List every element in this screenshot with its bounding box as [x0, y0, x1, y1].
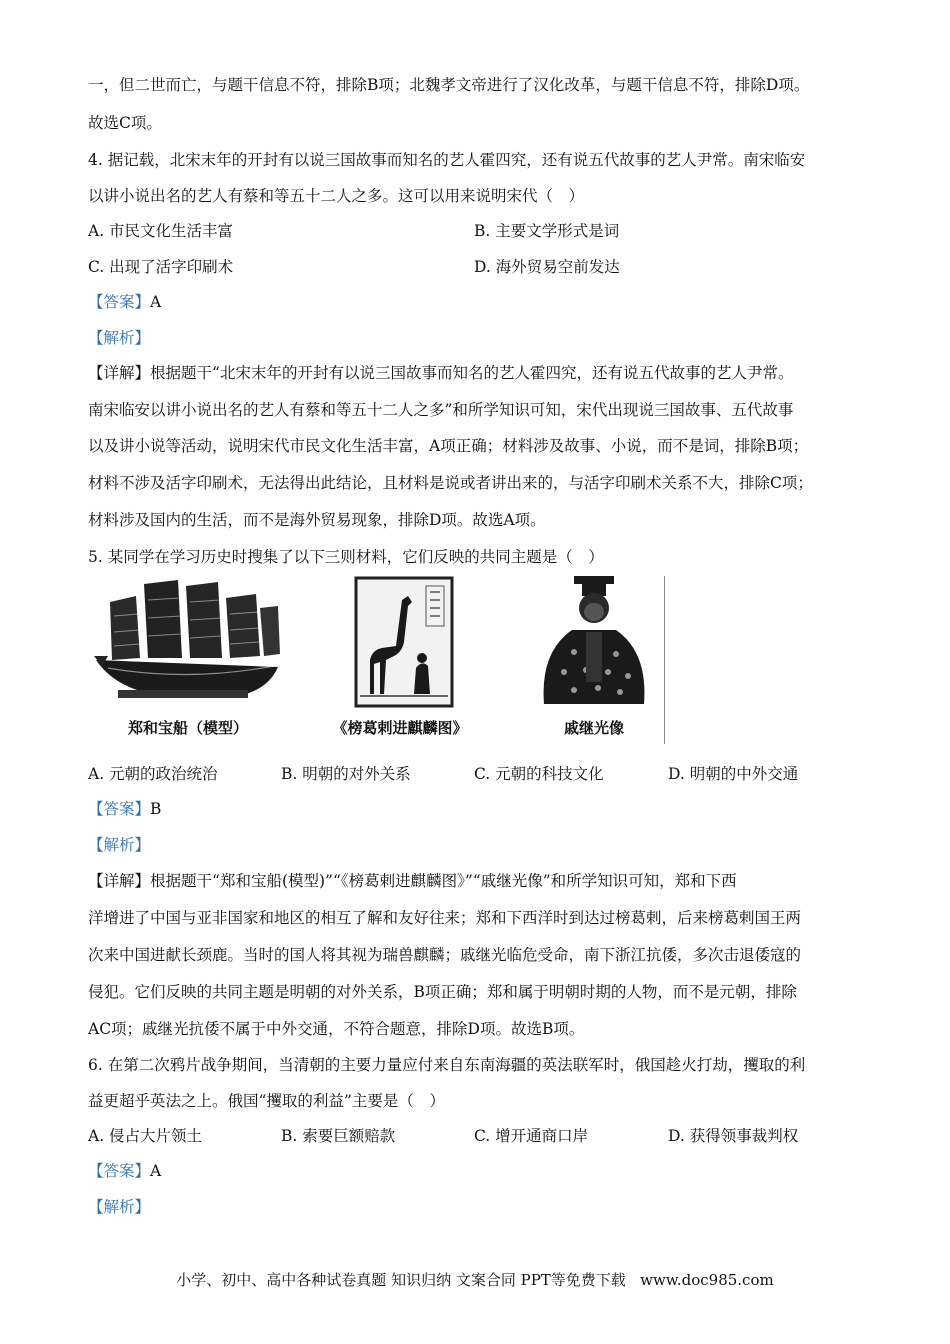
q5-figures — [88, 572, 688, 752]
footer-text: 小学、初中、高中各种试卷真题 知识归纳 文案合同 PPT等免费下载 — [176, 1271, 626, 1289]
answer-value: A — [150, 293, 162, 311]
giraffe-image — [316, 572, 484, 712]
q5-detail-line: 次来中国进献长颈鹿。当时的国人将其视为瑞兽麒麟；戚继光临危受命，南下浙江抗倭，多次击退倭寇的 — [88, 946, 802, 964]
detail-text: 根据题干“北宋末年的开封有以说三国故事而知名的艺人霍四究，还有说五代故事的艺人尹常。 — [150, 364, 794, 382]
q5-detail-line: 侵犯。它们反映的共同主题是明朝的对外关系，B项正确；郑和属于明朝时期的人物，而不是元朝，排除 — [88, 983, 797, 1001]
detail-text: 根据题干“郑和宝船(模型)”“《榜葛剌进麒麟图》”“戚继光像”和所学知识可知，郑和下西 — [150, 872, 737, 890]
figure-qi-jiguang-portrait — [524, 572, 664, 752]
q6-option-c: C. 增开通商口岸 — [474, 1127, 589, 1145]
figure-giraffe-painting — [316, 572, 484, 752]
page-footer — [0, 1268, 950, 1292]
figure-caption: 戚继光像 — [563, 719, 624, 737]
q6-option-d: D. 获得领事裁判权 — [668, 1127, 799, 1145]
q5-option-c: C. 元朝的科技文化 — [474, 765, 604, 783]
analysis-tag: 【解析】 — [88, 836, 151, 854]
q5-option-d: D. 明朝的中外交通 — [668, 765, 799, 783]
question-5-stem: 5. 某同学在学习历史时搜集了以下三则材料，它们反映的共同主题是（ ） — [88, 548, 604, 566]
q5-answer — [88, 797, 890, 821]
answer-value: A — [150, 1162, 162, 1180]
q4-option-b: B. 主要文学形式是词 — [474, 222, 620, 240]
analysis-tag: 【解析】 — [88, 1198, 151, 1216]
q5-option-b: B. 明朝的对外关系 — [281, 765, 411, 783]
q5-detail-line — [88, 869, 890, 893]
q4-option-c: C. 出现了活字印刷术 — [88, 258, 234, 276]
footer-link[interactable]: www.doc985.com — [640, 1271, 774, 1289]
answer-tag: 【答案】 — [88, 293, 151, 311]
answer-tag: 【答案】 — [88, 1162, 151, 1180]
q5-detail-line: AC项；戚继光抗倭不属于中外交通，不符合题意，排除D项。故选B项。 — [88, 1020, 585, 1038]
portrait-image — [524, 572, 664, 712]
answer-tag: 【答案】 — [88, 800, 151, 818]
detail-tag: 【详解】 — [88, 364, 151, 382]
q6-option-a: A. 侵占大片领土 — [88, 1127, 203, 1145]
q4-answer — [88, 290, 890, 314]
question-6-stem: 益更超乎英法之上。俄国“攫取的利益”主要是（ ） — [88, 1092, 445, 1110]
q4-detail-line: 以及讲小说等活动，说明宋代市民文化生活丰富，A项正确；材料涉及故事、小说，而不是词，排除B项； — [88, 437, 809, 455]
q6-answer — [88, 1159, 890, 1183]
text-line: 一，但二世而亡，与题干信息不符，排除B项；北魏孝文帝进行了汉化改革，与题干信息不符，排除D项。 — [88, 76, 810, 94]
detail-tag: 【详解】 — [88, 872, 151, 890]
q4-detail-line — [88, 361, 890, 385]
q5-option-a: A. 元朝的政治统治 — [88, 765, 218, 783]
ship-image — [88, 572, 288, 712]
text-line: 故选C项。 — [88, 114, 162, 132]
figure-zhenghe-ship — [88, 572, 288, 752]
q4-option-a: A. 市民文化生活丰富 — [88, 222, 234, 240]
q4-detail-line: 材料不涉及活字印刷术，无法得出此结论，且材料是说或者讲出来的，与活字印刷术关系不大，排除C项； — [88, 474, 813, 492]
figure-divider — [664, 576, 665, 744]
q4-detail-line: 南宋临安以讲小说出名的艺人有蔡和等五十二人之多”和所学知识可知，宋代出现说三国故事、五代故事 — [88, 401, 794, 419]
q4-detail-line: 材料涉及国内的生活，而不是海外贸易现象，排除D项。故选A项。 — [88, 511, 546, 529]
q5-detail-line: 洋增进了中国与亚非国家和地区的相互了解和友好往来；郑和下西洋时到达过榜葛剌，后来榜葛剌国王两 — [88, 909, 802, 927]
q5-analysis-tag — [88, 833, 890, 857]
analysis-tag: 【解析】 — [88, 329, 151, 347]
answer-value: B — [150, 800, 162, 818]
question-4-stem: 以讲小说出名的艺人有蔡和等五十二人之多。这可以用来说明宋代（ ） — [88, 187, 585, 205]
figure-caption: 《榜葛剌进麒麟图》 — [332, 719, 468, 737]
question-4-stem: 4. 据记载，北宋末年的开封有以说三国故事而知名的艺人霍四究，还有说五代故事的艺人尹常。南宋临安 — [88, 151, 806, 169]
q4-option-d: D. 海外贸易空前发达 — [474, 258, 620, 276]
question-6-stem: 6. 在第二次鸦片战争期间，当清朝的主要力量应付来自东南海疆的英法联军时，俄国趁火打劫，攫取的利 — [88, 1056, 806, 1074]
q6-analysis-tag — [88, 1195, 890, 1219]
figure-caption: 郑和宝船（模型） — [127, 719, 248, 737]
q6-option-b: B. 索要巨额赔款 — [281, 1127, 396, 1145]
q4-analysis-tag — [88, 326, 890, 350]
